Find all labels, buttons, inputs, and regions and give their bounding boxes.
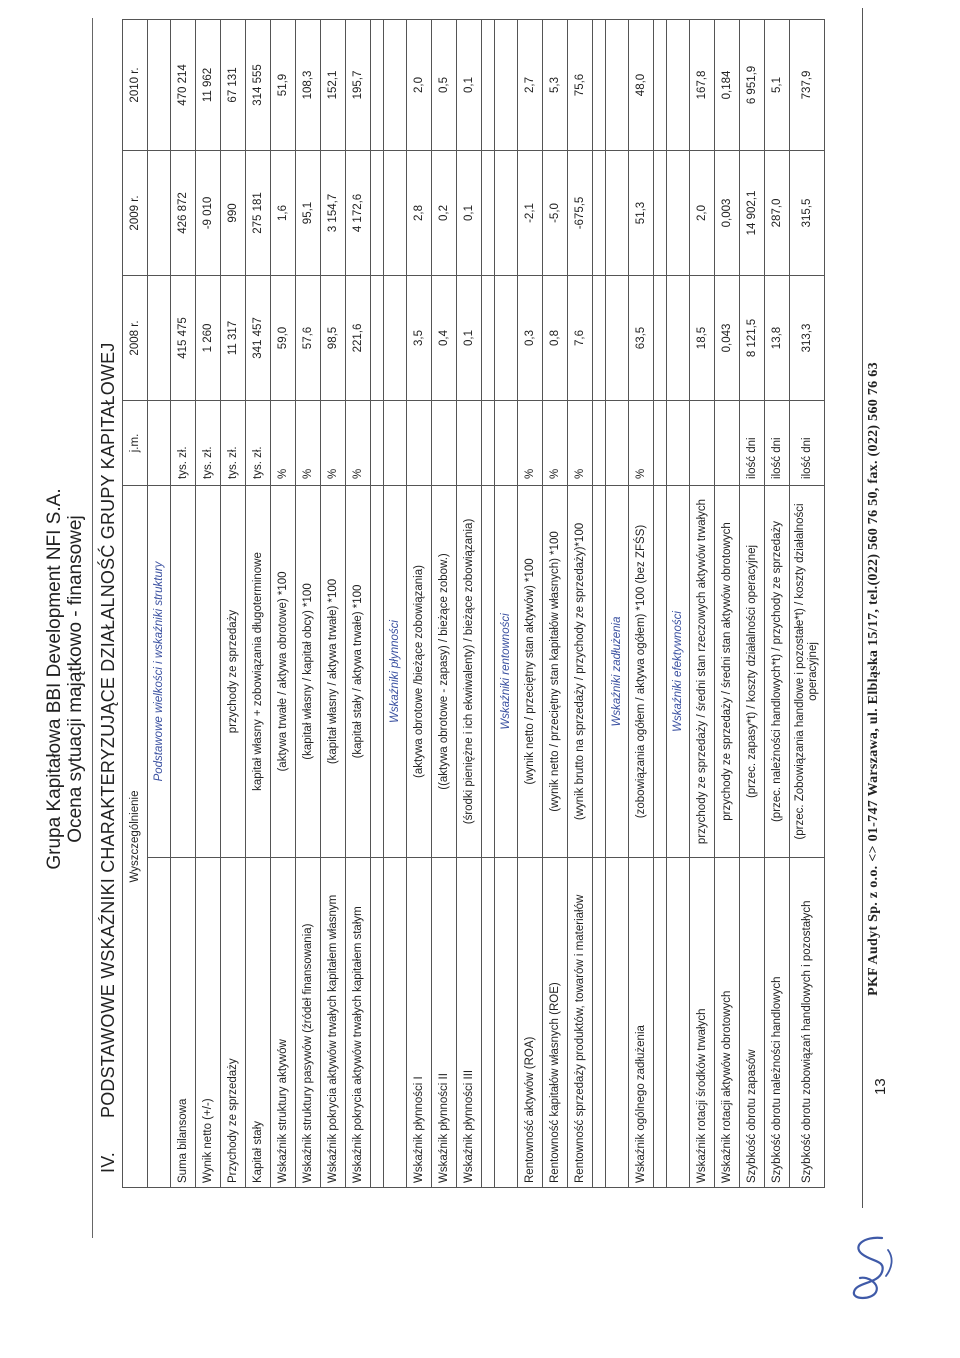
row-unit: % — [568, 400, 593, 485]
gap-cell — [654, 19, 667, 150]
gap-cell — [654, 400, 667, 485]
row-name: Wskaźnik rotacji środków trwałych — [690, 858, 715, 1188]
section-blank-cell — [667, 858, 690, 1188]
gap-cell — [593, 275, 606, 400]
row-name: Wskaźnik rotacji aktywów obrotowych — [715, 858, 740, 1188]
gap-cell — [593, 19, 606, 150]
section-row — [606, 19, 629, 1187]
value-2009: 315,5 — [790, 150, 825, 275]
gap-cell — [593, 858, 606, 1188]
row-name: Szybkość obrotu należności handlowych — [765, 858, 790, 1188]
section-blank-cell — [384, 19, 407, 150]
row-formula: (kapitał stały / aktywa trwałe) *100 — [346, 485, 371, 857]
row-name: Szybkość obrotu zobowiązań handlowych i pozostałych — [790, 858, 825, 1188]
value-2009: 4 172,6 — [346, 150, 371, 275]
value-2010: 167,8 — [690, 19, 715, 150]
value-2010: 51,9 — [271, 19, 296, 150]
value-2009: 95,1 — [296, 150, 321, 275]
table-row — [346, 19, 371, 1187]
value-2009: 2,0 — [690, 150, 715, 275]
gap-cell — [371, 150, 384, 275]
value-2009: 287,0 — [765, 150, 790, 275]
row-formula: (aktywa trwałe / aktywa obrotowe) *100 — [271, 485, 296, 857]
value-2010: 67 131 — [221, 19, 246, 150]
value-2009: 1,6 — [271, 150, 296, 275]
signature-mark — [842, 1232, 900, 1304]
section-blank-cell — [495, 19, 518, 150]
value-2008: 63,5 — [629, 275, 654, 400]
gap-cell — [371, 275, 384, 400]
gap-cell — [482, 275, 495, 400]
row-formula — [171, 485, 196, 857]
table-row — [457, 19, 482, 1187]
row-unit: tys. zł. — [171, 400, 196, 485]
gap-cell — [371, 400, 384, 485]
section-blank-cell — [667, 400, 690, 485]
value-2009: 2,8 — [407, 150, 432, 275]
row-unit: % — [346, 400, 371, 485]
row-name: Rentowność kapitałów własnych (ROE) — [543, 858, 568, 1188]
section-title: Podstawowe wielkości i wskaźniki struktury — [148, 485, 171, 857]
value-2009: 3 154,7 — [321, 150, 346, 275]
value-2010: 152,1 — [321, 19, 346, 150]
section-row — [148, 19, 171, 1187]
row-formula: (kapitał własny / aktywa trwałe) *100 — [321, 485, 346, 857]
value-2009: 275 181 — [246, 150, 271, 275]
header-2008: 2008 r. — [123, 275, 148, 400]
value-2010: 75,6 — [568, 19, 593, 150]
row-formula: przychody ze sprzedaży / średni stan aktywów obrotowych — [715, 485, 740, 857]
row-unit — [432, 400, 457, 485]
row-formula — [196, 485, 221, 857]
section-blank-cell — [667, 275, 690, 400]
value-2008: 3,5 — [407, 275, 432, 400]
row-formula: (wynik brutto na sprzedaży / przychody ze sprzedaży)*100 — [568, 485, 593, 857]
row-name: Wynik netto (+/-) — [196, 858, 221, 1188]
row-formula: (aktywa obrotowe /bieżące zobowiązania) — [407, 485, 432, 857]
row-formula: (przec. należności handlowych*t) / przychody ze sprzedaży — [765, 485, 790, 857]
table-row — [543, 19, 568, 1187]
section-blank-cell — [495, 400, 518, 485]
header-2010: 2010 r. — [123, 19, 148, 150]
section-blank-cell — [148, 19, 171, 150]
value-2010: 5,3 — [543, 19, 568, 150]
value-2008: 59,0 — [271, 275, 296, 400]
section-blank-cell — [148, 275, 171, 400]
value-2008: 0,3 — [518, 275, 543, 400]
section-title: Wskaźniki rentowności — [495, 485, 518, 857]
row-unit: ilość dni — [765, 400, 790, 485]
section-gap — [654, 19, 667, 1187]
table-row — [246, 19, 271, 1187]
footer-text: PKF Audyt Sp. z o.o. <> 01-747 Warszawa, ul. Elbląska 15/17, tel.(022) 560 76 50, fax. (022) 560 76 63 — [866, 362, 881, 996]
table-row — [221, 19, 246, 1187]
row-name: Wskaźnik pokrycia aktywów trwałych kapitałem stałym — [346, 858, 371, 1188]
value-2009: -675,5 — [568, 150, 593, 275]
value-2009: 426 872 — [171, 150, 196, 275]
value-2010: 0,184 — [715, 19, 740, 150]
gap-cell — [482, 19, 495, 150]
row-name: Wskaźnik płynności III — [457, 858, 482, 1188]
value-2010: 5,1 — [765, 19, 790, 150]
row-name: Szybkość obrotu zapasów — [740, 858, 765, 1188]
page-number: 13 — [872, 1078, 889, 1095]
row-name: Przychody ze sprzedaży — [221, 858, 246, 1188]
value-2008: 7,6 — [568, 275, 593, 400]
row-name: Suma bilansowa — [171, 858, 196, 1188]
row-formula: (zobowiązania ogółem / aktywa ogółem) *100 (bez ZFŚS) — [629, 485, 654, 857]
row-name: Wskaźnik płynności I — [407, 858, 432, 1188]
gap-cell — [654, 150, 667, 275]
table-header-row — [123, 19, 148, 1187]
row-name: Rentowność sprzedaży produktów, towarów i materiałów — [568, 858, 593, 1188]
gap-cell — [482, 485, 495, 857]
row-unit: % — [543, 400, 568, 485]
value-2008: 8 121,5 — [740, 275, 765, 400]
value-2010: 11 962 — [196, 19, 221, 150]
value-2009: 14 902,1 — [740, 150, 765, 275]
section-blank-cell — [606, 19, 629, 150]
table-row — [568, 19, 593, 1187]
row-formula: kapitał własny + zobowiązania długoterminowe — [246, 485, 271, 857]
section-number: IV. — [98, 1152, 118, 1173]
value-2009: 990 — [221, 150, 246, 275]
report-subtitle: Ocena sytuacji majątkowo - finansowej — [65, 515, 86, 843]
table-row — [196, 19, 221, 1187]
row-formula: (kapitał własny / kapitał obcy) *100 — [296, 485, 321, 857]
row-formula: ((aktywa obrotowe - zapasy) / bieżące zobow.) — [432, 485, 457, 857]
value-2008: 18,5 — [690, 275, 715, 400]
section-title: Wskaźniki zadłużenia — [606, 485, 629, 857]
row-formula: przychody ze sprzedaży / średni stan rzeczowych aktywów trwałych — [690, 485, 715, 857]
value-2010: 0,5 — [432, 19, 457, 150]
table-row — [407, 19, 432, 1187]
section-title: Wskaźniki płynności — [384, 485, 407, 857]
section-blank-cell — [495, 150, 518, 275]
row-name: Wskaźnik ogólnego zadłużenia — [629, 858, 654, 1188]
row-name: Wskaźnik pokrycia aktywów trwałych kapitałem własnym — [321, 858, 346, 1188]
section-blank-cell — [384, 400, 407, 485]
row-formula: (wynik netto / przeciętny stan kapitałów własnych) *100 — [543, 485, 568, 857]
gap-cell — [593, 485, 606, 857]
section-blank-cell — [495, 858, 518, 1188]
row-unit: ilość dni — [740, 400, 765, 485]
header-unit: j.m. — [123, 400, 148, 485]
row-formula: (środki pieniężne i ich ekwiwalenty) / bieżące zobowiązania) — [457, 485, 482, 857]
row-unit: tys. zł. — [246, 400, 271, 485]
value-2009: 51,3 — [629, 150, 654, 275]
value-2008: 341 457 — [246, 275, 271, 400]
value-2008: 57,6 — [296, 275, 321, 400]
header-2009: 2009 r. — [123, 150, 148, 275]
row-unit: % — [518, 400, 543, 485]
section-heading — [98, 342, 119, 1173]
section-gap — [371, 19, 384, 1187]
table-row — [296, 19, 321, 1187]
value-2010: 6 951,9 — [740, 19, 765, 150]
table-row — [790, 19, 825, 1187]
section-blank-cell — [667, 19, 690, 150]
section-blank-cell — [384, 858, 407, 1188]
row-unit: ilość dni — [790, 400, 825, 485]
value-2010: 108,3 — [296, 19, 321, 150]
row-unit: % — [321, 400, 346, 485]
gap-cell — [654, 275, 667, 400]
value-2010: 195,7 — [346, 19, 371, 150]
section-row — [667, 19, 690, 1187]
value-2009: -2,1 — [518, 150, 543, 275]
row-formula: (przec. zapasy*t) / koszty działalności operacyjnej — [740, 485, 765, 857]
gap-cell — [371, 19, 384, 150]
section-title: PODSTAWOWE WSKAŹNIKI CHARAKTERYZUJĄCE DZIAŁALNOŚĆ GRUPY KAPITAŁOWEJ — [98, 342, 118, 1118]
company-name: Grupa Kapitałowa BBI Development NFI S.A. — [44, 488, 65, 870]
section-blank-cell — [148, 150, 171, 275]
row-unit: % — [271, 400, 296, 485]
value-2009: 0,1 — [457, 150, 482, 275]
row-unit: tys. zł. — [196, 400, 221, 485]
value-2008: 0,8 — [543, 275, 568, 400]
gap-cell — [654, 485, 667, 857]
table-row — [271, 19, 296, 1187]
table-row — [690, 19, 715, 1187]
section-gap — [482, 19, 495, 1187]
section-blank-cell — [384, 275, 407, 400]
value-2010: 737,9 — [790, 19, 825, 150]
table-row — [715, 19, 740, 1187]
value-2008: 11 317 — [221, 275, 246, 400]
row-unit — [690, 400, 715, 485]
table-row — [765, 19, 790, 1187]
table-row — [629, 19, 654, 1187]
value-2008: 0,1 — [457, 275, 482, 400]
row-name: Rentowność aktywów (ROA) — [518, 858, 543, 1188]
row-formula: (wynik netto / przeciętny stan aktywów) *100 — [518, 485, 543, 857]
value-2010: 2,0 — [407, 19, 432, 150]
value-2009: -5,0 — [543, 150, 568, 275]
value-2010: 0,1 — [457, 19, 482, 150]
table-row — [740, 19, 765, 1187]
section-blank-cell — [667, 150, 690, 275]
table-row — [321, 19, 346, 1187]
value-2008: 313,3 — [790, 275, 825, 400]
value-2008: 13,8 — [765, 275, 790, 400]
row-formula: (przec. Zobowiązania handlowe i pozostałe*t) / koszty działalności operacyjnej — [790, 485, 825, 857]
value-2008: 221,6 — [346, 275, 371, 400]
table-row — [432, 19, 457, 1187]
gap-cell — [654, 858, 667, 1188]
gap-cell — [482, 858, 495, 1188]
gap-cell — [482, 150, 495, 275]
section-gap — [593, 19, 606, 1187]
row-name: Wskaźnik płynności II — [432, 858, 457, 1188]
section-blank-cell — [606, 858, 629, 1188]
table-row — [171, 19, 196, 1187]
value-2008: 1 260 — [196, 275, 221, 400]
gap-cell — [371, 858, 384, 1188]
section-blank-cell — [606, 275, 629, 400]
section-blank-cell — [384, 150, 407, 275]
value-2008: 0,043 — [715, 275, 740, 400]
section-blank-cell — [606, 400, 629, 485]
value-2010: 314 555 — [246, 19, 271, 150]
row-formula: przychody ze sprzedaży — [221, 485, 246, 857]
gap-cell — [482, 400, 495, 485]
footer-divider — [862, 8, 863, 1208]
row-unit: % — [629, 400, 654, 485]
header-divider — [92, 18, 93, 1238]
section-blank-cell — [148, 858, 171, 1188]
row-name: Wskaźnik struktury pasywów (źródeł finansowania) — [296, 858, 321, 1188]
value-2009: -9 010 — [196, 150, 221, 275]
value-2010: 2,7 — [518, 19, 543, 150]
row-unit — [457, 400, 482, 485]
gap-cell — [593, 150, 606, 275]
table-row — [518, 19, 543, 1187]
row-unit: % — [296, 400, 321, 485]
value-2010: 48,0 — [629, 19, 654, 150]
indicators-table — [122, 19, 825, 1188]
section-row — [384, 19, 407, 1187]
value-2008: 0,4 — [432, 275, 457, 400]
section-row — [495, 19, 518, 1187]
row-name: Wskaźnik struktury aktywów — [271, 858, 296, 1188]
row-unit — [715, 400, 740, 485]
value-2008: 415 475 — [171, 275, 196, 400]
value-2008: 98,5 — [321, 275, 346, 400]
value-2009: 0,003 — [715, 150, 740, 275]
section-blank-cell — [495, 275, 518, 400]
row-name: Kapitał stały — [246, 858, 271, 1188]
gap-cell — [593, 400, 606, 485]
value-2010: 470 214 — [171, 19, 196, 150]
section-blank-cell — [606, 150, 629, 275]
gap-cell — [371, 485, 384, 857]
table-body — [148, 19, 825, 1187]
section-blank-cell — [148, 400, 171, 485]
value-2009: 0,2 — [432, 150, 457, 275]
section-title: Wskaźniki efektywności — [667, 485, 690, 857]
row-unit: tys. zł. — [221, 400, 246, 485]
header-item: Wyszczególnienie — [123, 485, 148, 1187]
row-unit — [407, 400, 432, 485]
